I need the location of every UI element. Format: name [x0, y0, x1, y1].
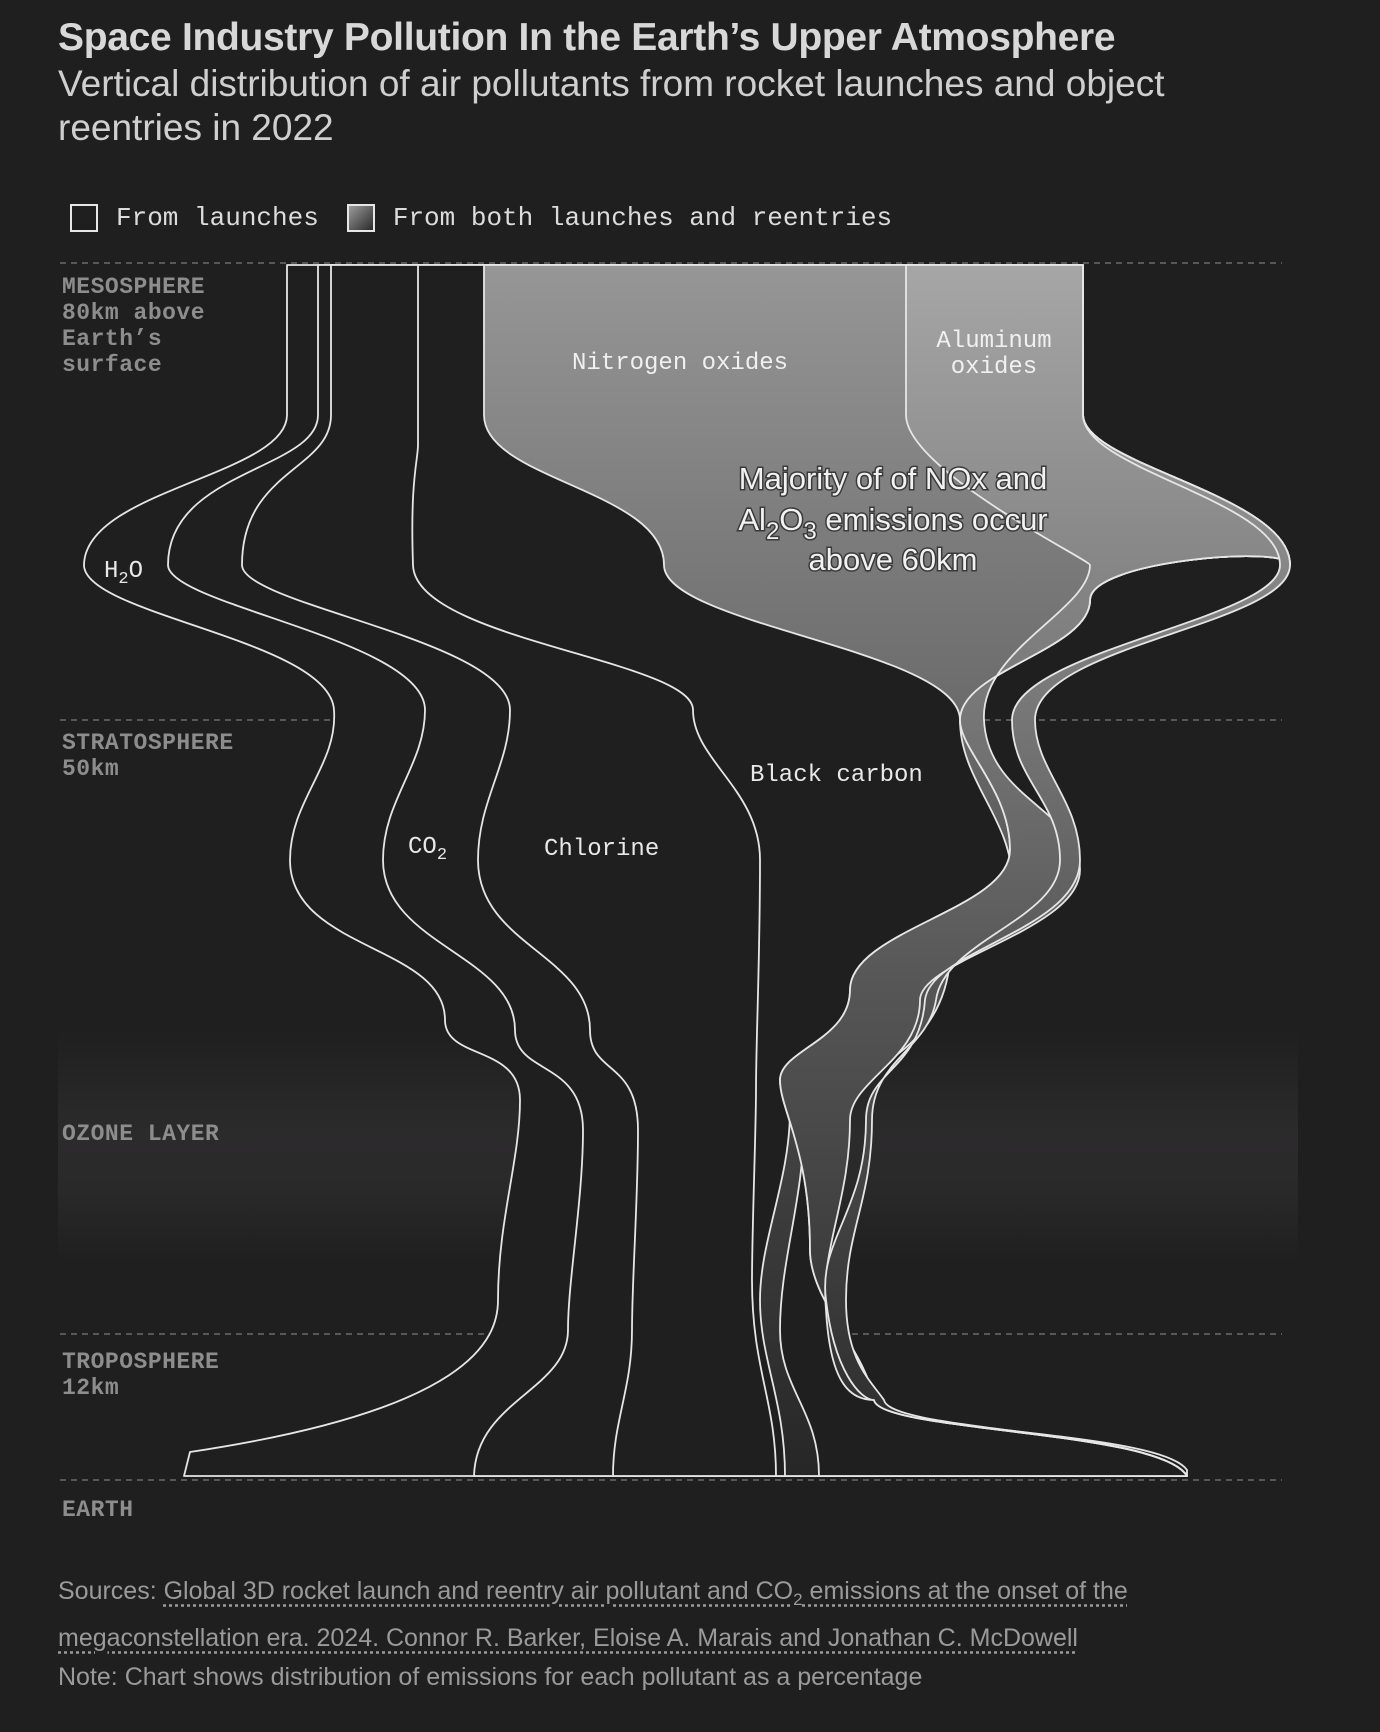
layer-mesosphere-detail-1: 80km above — [62, 300, 206, 326]
sources-prefix: Sources: — [58, 1577, 164, 1605]
layer-earth: EARTH — [62, 1497, 134, 1523]
annotation-line-3: above 60km — [808, 542, 978, 577]
series-label-black-carbon: Black carbon — [750, 762, 923, 789]
legend-label-both: From both launches and reentries — [392, 203, 893, 233]
layer-mesosphere-detail-2: Earth’s — [62, 326, 163, 352]
layer-troposphere: TROPOSPHERE — [62, 1349, 220, 1375]
layer-mesosphere: MESOSPHERE — [62, 274, 206, 300]
source-link[interactable]: Global 3D rocket launch and reentry air pollutant and $CO_2$ emissions at the onset of the megaconstellation era. 2024. Connor R. Barker, Eloise A. Marais and Jonathan C. McDowell — [58, 1577, 1128, 1652]
layer-mesosphere-detail-3: surface — [62, 352, 163, 378]
annotation-line-2: $Al_2O_3$ emissions occur — [738, 502, 1048, 545]
layer-stratosphere-detail: 50km — [62, 756, 120, 782]
series-label-h2o: $H_2O$ — [104, 558, 144, 589]
annotation-line-1: Majority of of NOx and — [738, 461, 1048, 496]
chart-subtitle: Vertical distribution of air pollutants from rocket launches and object reentries in 2022 — [58, 63, 1165, 148]
layer-ozone: OZONE LAYER — [62, 1121, 220, 1147]
series-label-aluminum-oxides-2: oxides — [950, 354, 1038, 381]
layer-troposphere-detail: 12km — [62, 1375, 120, 1401]
chart-title: Space Industry Pollution In the Earth’s Upper Atmosphere — [58, 16, 1116, 59]
note: Note: Chart shows distribution of emissions for each pollutant as a percentage — [58, 1663, 923, 1691]
series-label-chlorine: Chlorine — [544, 836, 660, 863]
series-label-nitrogen-oxides: Nitrogen oxides — [572, 350, 789, 377]
sources — [58, 1572, 1328, 1658]
series-label-aluminum-oxides-1: Aluminum — [936, 328, 1052, 355]
layer-labels — [62, 274, 234, 1523]
streams — [84, 265, 1290, 1476]
footer — [58, 1572, 1328, 1697]
legend-label-launches: From launches — [116, 203, 319, 233]
layer-stratosphere: STRATOSPHERE — [62, 730, 234, 756]
series-label-co2: $CO_2$ — [408, 834, 448, 865]
